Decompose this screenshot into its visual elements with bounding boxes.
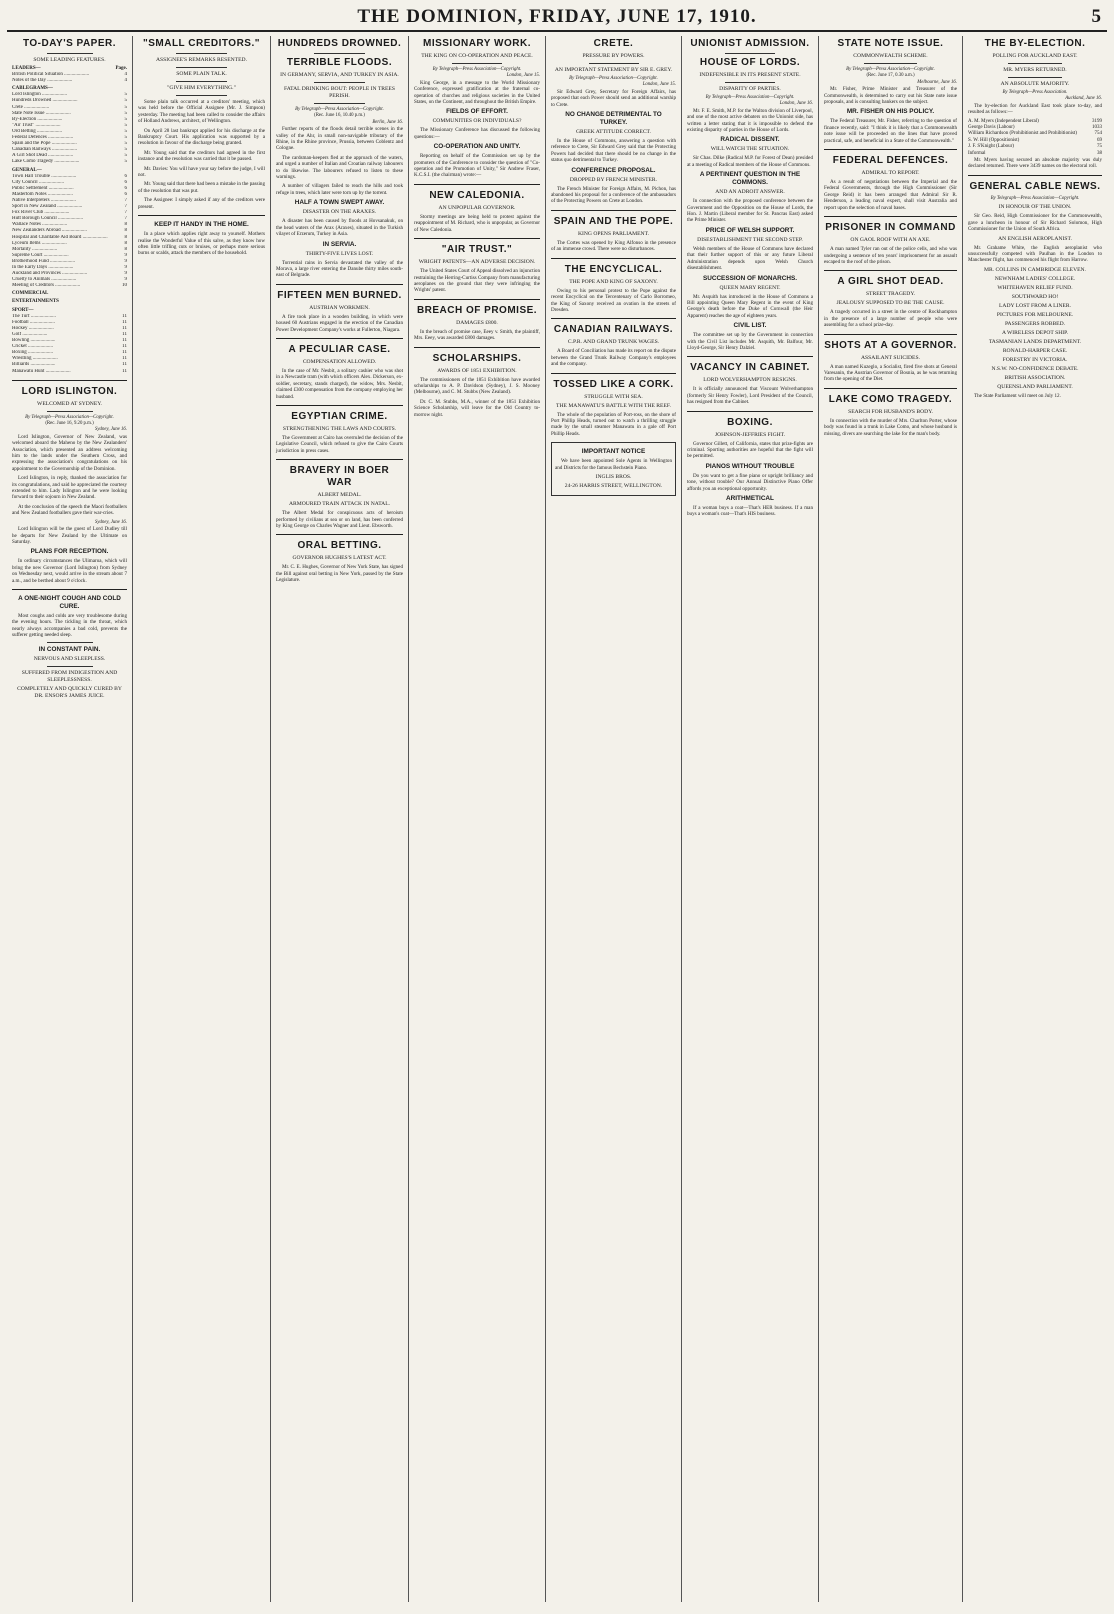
by-election-body-2: Mr. Myers having secured an absolute majority was duly declared returned. There were 3439 names on the electoral roll. — [968, 157, 1102, 170]
no-change-sub: NO CHANGE DETRIMENTAL TO TURKEY. — [565, 111, 662, 127]
railways-body: A Board of Conciliation has made its report on the dispute between the Grand Trunk Railway Company's employees and the company. — [551, 348, 676, 368]
oral-betting-heading: ORAL BETTING. — [297, 540, 382, 552]
dateline: (Rec. June 16, 10.40 p.m.) — [314, 113, 365, 119]
column-5 — [546, 36, 682, 1602]
small-creditors-heading: "SMALL CREDITORS." — [142, 38, 260, 49]
byline: By Telegraph—Press Association—Copyright. — [569, 76, 658, 81]
scholarships-body: The commissioners of the 1851 Exhibition have awarded scholarships to A. P. Davidson (Sydney), J. S. Mooney (Melbourne), and C. M. Stubbs (New Zealand). — [414, 376, 540, 396]
egyptian-body: The Government at Cairo has overruled the decision of the Legislative Council, which refused to give the Cairo Courts jurisdiction in press cases. — [276, 434, 403, 454]
contents-row: Mastertom Notes .................... 6 — [12, 191, 127, 197]
queensland-body: The State Parliament will meet on July 12. — [974, 392, 1061, 399]
servia-body: Torrential rains in Servia devastated the valley of the Morava, a large river entering the Danube thirty miles south-east of Belgrade. — [276, 259, 403, 279]
contents-row: Native Interpreters .................... 7 — [12, 197, 127, 203]
todays-paper-heading: TO-DAY'S PAPER. — [22, 38, 117, 49]
struggle-sub: STRUGGLE WITH SEA. — [584, 393, 643, 400]
encyclical-body: Owing to his personal protest to the Pope against the recent Encyclical on the Tercentenary of Carlo Borromeo, the King of Saxony received an ovation in the streets of Dresden. — [551, 287, 676, 313]
result-row: Informal 38 — [968, 150, 1102, 156]
column-6 — [682, 36, 819, 1602]
king-opens-sub: KING OPENS PARLIAMENT. — [577, 230, 649, 237]
result-row: J. F. S'Knight (Labour) 75 — [968, 144, 1102, 150]
islington-heading: LORD ISLINGTON. — [21, 385, 118, 397]
hundreds-drowned-heading: HUNDREDS DROWNED. — [277, 38, 402, 49]
masthead — [7, 4, 1107, 32]
column-7 — [819, 36, 963, 1602]
oral-betting-body: Mr. C. E. Hughes, Governor of New York State, has signed the Bill against oral betting in New York, passed by the State Legislature. — [276, 564, 403, 584]
notice-address: 24-26 HARRIS STREET, WELLINGTON. — [564, 482, 663, 489]
civil-list-sub: CIVIL LIST. — [733, 322, 767, 330]
contents-row: Lake Como Tragedy .................... 5 — [12, 159, 127, 165]
byline: By Telegraph—Press Association—Copyright. — [705, 95, 795, 100]
radical-dissent-sub: RADICAL DISSENT. — [720, 136, 780, 144]
contents-row: Hundreds Drowned .................... 5 — [12, 98, 127, 104]
union-body: Sir Geo. Reid, High Commissioner for the Commonwealth, gave a luncheon in honour of Sir Richard Solomon, High Commissioner for the Union of South Africa. — [968, 213, 1102, 233]
disparity-sub: DISPARITY OF PARTIES. — [719, 86, 781, 92]
grey-statement-sub: AN IMPORTANT STATEMENT BY SIR E. GREY. — [554, 67, 673, 73]
fields-body: The Missionary Conference has discussed the following questions:— — [414, 127, 540, 140]
lady-lost-sub: LADY LOST FROM A LINER. — [999, 302, 1071, 309]
byline: By Telegraph—Press Association—Copyright. — [295, 107, 384, 112]
place-line: London, June 16. — [779, 101, 813, 107]
arithmetical-sub: ARITHMETICAL — [726, 495, 774, 502]
nsw-debate-sub: N.S.W. NO-CONFIDENCE DEBATE. — [991, 365, 1079, 372]
queen-mary-sub: QUEEN MARY REGENT. — [719, 284, 781, 291]
contents-row: Bowling .................... 11 — [12, 338, 127, 344]
page-number: 5 — [1091, 6, 1101, 27]
contents-row: State Note Issue .................... 5 — [12, 110, 127, 116]
column-3 — [271, 36, 409, 1602]
creditors-paragraph: The Assignee: I simply asked if any of the creditors were present. — [138, 197, 265, 210]
araxes-body: A disaster has been caused by floods at Hovsanakuk, on the head waters of the Arax (Araxes), situated in the Turkish vilayet of Erzerum, Turkey in Asia. — [276, 218, 403, 238]
aeroplanist-body: Mr. Grahame White, the English aeroplanist who unsuccessfully competed with Paulhan in the London to Manchester flight, has commenced his flight from Harrow. — [968, 244, 1102, 264]
contents-group-label: SPORT— — [12, 307, 34, 313]
contents-row: Ord Betting .................... 5 — [12, 128, 127, 134]
canadian-railways-heading: CANADIAN RAILWAYS. — [553, 324, 674, 336]
crete-body-3: The French Minister for Foreign Affairs, M. Pichon, has abandoned his proposal for a conference of the ambassadors of the Protecting Powers on Crete at London. — [551, 185, 676, 205]
plain-talk-sub: SOME PLAIN TALK. — [176, 71, 227, 77]
islington-body-2: Lord Islington will be the guest of Lord Dudley till he departs for New Zealand by the Ultimate on Saturday. — [12, 526, 127, 545]
floods-paragraph: Further reports of the floods detail terrible scenes in the valley of the Ahr, in small non-navigable tributary of the Rhine, in the Rhine province, Prussia, between Coblentz and Cologne. — [276, 126, 403, 152]
creditors-body — [138, 99, 265, 210]
girl-shot-body: A tragedy occurred in a street in the centre of Rockhampton in the presence of a large number of people who were assembling for a school prize-day. — [824, 309, 957, 329]
place-line: Berlin, June 16. — [372, 119, 403, 125]
queensland-sub: QUEENSLAND PARLIAMENT. — [997, 383, 1073, 390]
contents-row: Fox River Club .................... 7 — [12, 210, 127, 216]
contents-group-label: GENERAL— — [12, 167, 42, 173]
scholarships-heading: SCHOLARSHIPS. — [432, 352, 522, 364]
peculiar-case-heading: A PECULIAR CASE. — [288, 343, 391, 355]
johnson-jeffries-sub: JOHNSON-JEFFRIES FIGHT. — [714, 431, 786, 438]
notice-body: We have been appointed Sole Agents in Wellington and Districts for the famous Bechstein Piano. — [555, 458, 672, 471]
contents-row: Manawatu Hunt .................... 11 — [12, 368, 127, 374]
unity-body: Reporting on behalf of the Commission set up by the promoters of the Conference to consider the question of "Co-operation and the Promotion of Unity," Sir Andrew Fraser, K.C.S.I. (the chairman) wrote:— — [414, 153, 540, 179]
place-line: Melbourne, June 16. — [917, 79, 957, 85]
give-him-sub: "GIVE HIM EVERYTHING." — [167, 85, 236, 91]
armoured-train-sub: ARMOURED TRAIN ATTACK IN NATAL. — [288, 501, 391, 508]
jealousy-sub: JEALOUSY SUPPOSED TO BE THE CAUSE. — [836, 300, 945, 307]
king-cooperation-sub: THE KING ON CO-OPERATION AND PEACE. — [421, 53, 533, 59]
girl-shot-heading: A GIRL SHOT DEAD. — [837, 276, 944, 288]
polling-sub: POLLING FOR AUCKLAND EAST. — [992, 53, 1078, 59]
contents-row: A Girl Shot Dead .................... 5 — [12, 153, 127, 159]
honour-union-sub: IN HONOUR OF THE UNION. — [998, 204, 1072, 211]
contents-row: Crete .................... 5 — [12, 104, 127, 110]
contents-row: By-Election .................... 5 — [12, 116, 127, 122]
unpopular-governor-sub: AN UNPOPULAR GOVERNOR. — [438, 204, 516, 211]
column-2 — [133, 36, 271, 1602]
bravery-heading: BRAVERY IN BOER WAR — [289, 465, 390, 489]
communities-sub: COMMUNITIES OR INDIVIDUALS? — [432, 118, 522, 125]
by-election-body: The by-election for Auckland East took place to-day, and resulted as follows:— — [968, 102, 1102, 116]
spain-pope-heading: SPAIN AND THE POPE. — [553, 215, 674, 227]
election-results — [968, 119, 1102, 157]
contents-group-label: COMMERCIAL — [12, 291, 49, 297]
contents-row: Notes of the Day .................... 4 — [12, 78, 127, 84]
new-caledonia-body: Stormy meetings are being held to protest against the reappointment of M. Richard, who is unpopular, as Governor of New Caledonia. — [414, 213, 540, 233]
dateline: (Rec. June 17, 0.30 a.m.) — [866, 73, 915, 79]
radical-body: Sir Chas. Dilke (Radical M.P. for Forest of Dean) presided at a meeting of Radical members of the House of Commons. — [687, 155, 813, 168]
contents-row: Hutt Borough Council .................... 7 — [12, 216, 127, 222]
lake-como-body: In connection with the murder of Mrs. Charlton Porter, whose body was found in a trunk in Lake Como, and whose husband is missing, divers are searching the lake for the man's body. — [824, 417, 957, 437]
egyptian-crime-heading: EGYPTIAN CRIME. — [291, 410, 388, 422]
cork-body: The whole of the population of Port-ross, on the shore of Port Phillip Heads, turned out to watch a thrilling struggle made by the small steamer Manawatu in a gale off Port Phillip Heads. — [551, 411, 676, 437]
place-line: Sydney, June 16. — [95, 427, 127, 433]
contents-row: In the Early Days .................... 9 — [12, 265, 127, 270]
breach-heading: BREACH OF PROMISE. — [416, 304, 538, 316]
contents-row: Lord Islington .................... 5 — [12, 92, 127, 98]
ad-body-3: COMPLETELY AND QUICKLY CURED BY DR. ENSOR'S JAMES JUICE. — [17, 685, 122, 699]
lives-lost-sub: THIRTY-FIVE LIVES LOST. — [305, 250, 374, 257]
prisoner-body: A man named Tyler ran out of the police cells, and who was undergoing a sentence of ten years' imprisonment for an assault escaped to the roof of the prison. — [824, 246, 957, 265]
tossed-cork-heading: TOSSED LIKE A CORK. — [553, 378, 674, 390]
column-1 — [7, 36, 133, 1602]
commonwealth-sub: COMMONWEALTH SCHEME. — [853, 53, 928, 59]
fifteen-men-body: A fire took place in a wooden building, in which were housed 60 Austrians engaged in the erection of the Canadian Power Development Company's works at Fullerton, Niagara. — [276, 313, 403, 333]
albert-medal-sub: ALBERT MEDAL. — [317, 492, 362, 499]
floods-paragraph: A number of villagers failed to reach the hills and took refuge in trees, which later were torn up by the torrent. — [276, 183, 403, 196]
creditors-paragraph: Mr. Young said that there had been a mistake in the passing of the resolution that was put. — [138, 181, 265, 194]
contents-group-label: CABLEGRAMS— — [12, 86, 53, 92]
drinking-bout-sub: FATAL DRINKING BOUT: PEOPLE IN TREES PERISH. — [284, 86, 395, 99]
notice-heading: IMPORTANT NOTICE — [581, 448, 646, 456]
contents-row: Billiards .................... 11 — [12, 362, 127, 368]
floods-paragraph: The cardsman-keepers fled at the approach of the waters, and urged a number of Italian and Croatian railway labourers to do likewise. The labourers refused to listen to these warnings. — [276, 154, 403, 181]
result-row: A. M. Myers (Independent Liberal) 3199 — [968, 118, 1102, 124]
contents-row: Canadian Railways .................... 5 — [12, 147, 127, 153]
byline: By Telegraph—Press Association—Copyright. — [25, 414, 114, 420]
contents-row: New Zealanders Abroad .................... 8 — [12, 228, 127, 234]
contents-row: Meeting of Creditors .................... 10 — [12, 283, 127, 289]
pressure-sub: PRESSURE BY POWERS. — [582, 53, 645, 59]
passengers-sub: PASSENGERS ROBBED. — [1004, 320, 1066, 327]
state-note-heading: STATE NOTE ISSUE. — [837, 38, 944, 49]
columns — [7, 36, 1107, 1602]
column-8 — [963, 36, 1107, 1602]
vacancy-body: It is officially announced that Viscount Wolverhampton (formerly Sir Henry Fowler), Lord President of the Council, has resigned from the Cabinet. — [687, 386, 813, 406]
contents-row: Boxing .................... 11 — [12, 350, 127, 356]
contents-row: "Air Trust" .................... 5 — [12, 122, 127, 128]
disestablishment-sub: DISESTABLISHMENT THE SECOND STEP. — [697, 236, 803, 243]
manawatu-sub: THE MANAWATU'S BATTLE WITH THE REEF. — [556, 402, 671, 409]
fisher-policy-sub: MR. FISHER ON HIS POLICY. — [846, 108, 935, 116]
hughes-sub: GOVERNOR HUGHES'S LATEST ACT. — [292, 555, 387, 562]
assignee-sub: ASSIGNEE'S REMARKS RESENTED. — [156, 57, 247, 63]
keep-handy-heading: KEEP IT HANDY IN THE HOME. — [154, 221, 249, 229]
creditors-paragraph: Mr. Davies: You will have your say before the judge, I will not. — [138, 165, 265, 179]
new-caledonia-heading: NEW CALEDONIA. — [429, 189, 525, 201]
contents-row: Wrestling .................... 11 — [12, 356, 127, 362]
contents-row: Brotherhood Fund .................... 9 — [12, 258, 127, 264]
succession-sub: SUCCESSION OF MONARCHS. — [702, 274, 798, 282]
pertinent-body: In connection with the proposed conference between the Government and the Opposition on the House of Lords, the Hon. J. Martin (Liberal member for St. Pancras East) asked the Prime Minister. — [687, 198, 813, 224]
breach-body: In the breach of promise case, Eeey v. Smith, the plaintiff, Mrs. Eeey, was awarded £800 damages. — [414, 328, 540, 342]
wireless-sub: A WIRELESS DEPOT SHIP. — [1002, 329, 1068, 336]
notice-signature: INGLIS BROS. — [595, 473, 632, 480]
boxing-heading: BOXING. — [727, 416, 773, 428]
aeroplanist-sub: AN ENGLISH AEROPLANIST. — [998, 235, 1072, 242]
awards-sub: AWARDS OF 1851 EXHIBITION. — [437, 367, 517, 374]
wages-sub: C.P.R. AND GRAND TRUNK WAGES. — [567, 339, 660, 346]
saxony-sub: THE POPE AND KING OF SAXONY. — [569, 278, 658, 285]
dropped-sub: DROPPED BY FRENCH MINISTER. — [569, 176, 658, 183]
creditors-paragraph: Mr. Young said that the creditors had agreed in the first instance and the resolution was carried that it be passed. — [138, 149, 265, 163]
damages-sub: DAMAGES £800. — [456, 319, 498, 326]
admiral-sub: ADMIRAL TO REPORT. — [861, 170, 920, 177]
contents-row: Lyceum Items .................... 8 — [12, 240, 127, 246]
dateline: (Rec. June 16, 9.20 p.m.) — [45, 421, 94, 426]
contents-list — [12, 66, 127, 375]
air-trust-body: The United States Court of Appeal dissolved an injunction restraining the Herring-Curtiss Company from manufacturing aeroplanes on the ground that they were infringing the Wrights' patent. — [414, 268, 540, 294]
contents-row: Sport in New Zealand .................... 7 — [12, 204, 127, 210]
result-row: S. W. Hill (Oppositionist) 69 — [968, 137, 1102, 143]
byline: By Telegraph—Press Association—Copyright. — [990, 195, 1080, 201]
peculiar-case-body: In the case of Mr. Nesbit, a solitary cashier who was shot in a Newcastle tram (with which officers Alex. Dickerson, ex-soldier, secretary, stands charged), the widow, Mrs. Nesbit, claimed £300 compensation from the company employing her husband. — [276, 367, 403, 400]
by-election-heading: THE BY-ELECTION. — [984, 38, 1086, 49]
byline: By Telegraph—Press Association—Copyright. — [432, 67, 522, 72]
unity-sub: CO-OPERATION AND UNITY. — [433, 143, 521, 151]
islington-paragraph: Lord Islington, in reply, thanked the association for its congratulations, and said he appreciated the courtesy extended to him. Lady Islington and he were looking forward to their sojourn in New Zealand. — [12, 475, 127, 501]
welsh-sub: PRICE OF WELSH SUPPORT. — [705, 226, 795, 234]
laws-sub: STRENGTHENING THE LAWS AND COURTS. — [282, 425, 397, 432]
shots-body: A man named Kuzeglo, a Socialist, fired five shots at General Varesanin, the Austrian Governor of Bosnia, as he was returning from the opening of the Diet. — [824, 363, 957, 383]
ad-body: Most coughs and colds are very troublesome during the evening hours. The tickling in the throat, which nearly always accompanies a bad cold, prevents the sufferer getting needed sleep. — [12, 612, 127, 639]
contents-row: Mortality .................... 8 — [12, 246, 127, 252]
adroit-sub: AND AN ADROIT ANSWER. — [715, 189, 785, 196]
contents-row: Cricket .................... 11 — [12, 344, 127, 350]
ronald-harper-sub: RONALD-HARPER CASE. — [1002, 347, 1068, 354]
watch-sub: WILL WATCH THE SITUATION. — [710, 146, 790, 153]
unionist-heading: UNIONIST ADMISSION. — [690, 38, 810, 49]
contents-row: Football .................... 11 — [12, 319, 127, 325]
bravery-body: The Albert Medal for conspicuous acts of heroism performed by civilians at sea or on land, has been conferred by King George on Charles Wagner and Lieut. Ebsworth. — [276, 510, 403, 529]
defences-body: As a result of negotiations between the Imperial and the Federal Governments, through the High Commissioner (Sir George Reid) it has been arranged that Admiral Sir R. Henderson, a leading naval expert, shall visit Australia and report upon the selection of naval bases. — [824, 179, 957, 211]
encyclical-heading: THE ENCYCLICAL. — [564, 263, 663, 275]
civil-list-body: The committee set up by the Government in connection with the Civil List includes Mr. Asquith, Mr. Balfour, Mr. Lloyd-George, Sir Henry Dalziel. — [687, 332, 813, 351]
contents-group-label: ENTERTAINMENTS — [12, 299, 59, 305]
collins-sub: MR. COLLINS IN CAMBRIDGE ELEVEN. — [984, 266, 1086, 273]
british-assoc-sub: BRITISH ASSOCIATION. — [1004, 374, 1066, 381]
gaol-roof-sub: ON GAOL ROOF WITH AN AXE. — [850, 237, 931, 244]
prisoner-heading: PRISONER IN COMMAND — [825, 222, 956, 234]
majority-sub: AN ABSOLUTE MAJORITY. — [1000, 81, 1070, 87]
islington-sub: WELCOMED AT SYDNEY. — [37, 400, 102, 407]
contents-row: Golf .................... 11 — [12, 331, 127, 337]
creditors-paragraph: On April 28 last bankrupt applied for his discharge at the Bankruptcy Court. His application was supported by a resolution in favour of the discharge being granted. — [138, 127, 265, 147]
contents-row: The Turf .................... 11 — [12, 313, 127, 319]
myers-sub: MR. MYERS RETURNED. — [1003, 67, 1067, 73]
crete-body: Sir Edward Grey, Secretary for Foreign Affairs, has proposed that each Power should send an additional warship to Crete. — [551, 88, 676, 108]
place-line: London, June 15. — [642, 82, 676, 88]
contents-row: British Political Situation .................... 4 — [12, 72, 127, 78]
boxing-body: Governor Gillett, of California, states that prize-fights are criminal. Sporting authorities are hopeful that the fight will be permitted. — [687, 440, 813, 460]
contents-row: Cruelty to Animals .................... 9 — [12, 277, 127, 283]
lake-como-heading: LAKE COMO TRAGEDY. — [828, 393, 953, 405]
column-4 — [409, 36, 546, 1602]
pianos-body: Do you want to get a fine piano or upright brilliancy and tone, without trouble? Our Annual Distinctive Piano Offer affords you an exceptional opportunity. — [687, 472, 813, 492]
crete-body-2: In the House of Commons, answering a question with reference to Crete, Sir Edward Grey said that the Protecting Powers had decided that there should be no change in the status quo detrimental to Turkey. — [551, 138, 676, 164]
newspaper-page — [7, 4, 1107, 1604]
islington-body — [12, 434, 127, 517]
floods-body — [276, 126, 403, 196]
shots-governor-heading: SHOTS AT A GOVERNOR. — [824, 339, 957, 351]
plans-heading: PLANS FOR RECEPTION. — [30, 548, 109, 556]
austrian-sub: AUSTRIAN WORKMEN. — [309, 304, 370, 311]
succession-body: Mr. Asquith has introduced in the House of Commons a Bill appointing Queen Mary Regent in the event of King George's death before the Duke of Cornwall (the Heir Apparent) reaches the age of eighteen years. — [687, 293, 813, 319]
ad-heading-2: IN CONSTANT PAIN. — [38, 645, 101, 653]
important-notice-ad — [551, 442, 676, 496]
indefensible-sub: INDEFENSIBLE IN ITS PRESENT STATE. — [699, 72, 801, 78]
greek-attitude-sub: GREEK ATTITUDE CORRECT. — [576, 129, 651, 136]
vacancy-heading: VACANCY IN CABINET. — [690, 362, 810, 374]
ad-sub-3: SUFFERED FROM INDIGESTION AND SLEEPLESSNESS. — [21, 669, 118, 683]
islington-paragraph: At the conclusion of the speech the Maori footballers and New Zealand footballers gave their war-cries. — [12, 503, 127, 517]
ad-sub-2: NERVOUS AND SLEEPLESS. — [33, 655, 106, 662]
missionary-body: King George, in a message to the World Missionary Conference, expressed gratification at the fraternal co-operation of churches and religious societies in the United States, on the Continent, and throughout the British Empire. — [414, 79, 540, 106]
place-line: Auckland, June 16. — [1065, 96, 1102, 102]
servia-sub: IN SERVIA. — [322, 240, 357, 248]
tasmanian-sub: TASMANIAN LANDS DEPARTMENT. — [988, 338, 1082, 345]
fisher-body: The Federal Treasurer, Mr. Fisher, referring to the question of finance recently, said: "I think it is likely that a Commonwealth note issue will be proceeded on the lines that have proved practical, safe, and beneficial in a State of the Commonwealth." — [824, 118, 957, 144]
plans-body: In ordinary circumstances the Ulimaroa, which will bring the new Governor (Lord Islington) from Sydney on Wednesday next, would arrive in the stream about 7 a.m., and be berthed about 9 o'clock. — [12, 558, 127, 584]
islington-paragraph: Lord Islington, Governor of New Zealand, was welcomed aboard the Maheno by the New Zealanders' Association, which presented an address welcoming him to the lands under the Southern Cross, and expressing the association's congratulations on his appointment to the Governorship of the Dominion. — [12, 433, 127, 472]
state-note-body: Mr. Fisher, Prime Minister and Treasurer of the Commonwealth, is determined to carry out his State note issue proposals, and is consulting bankers on the subject. — [824, 86, 957, 106]
creditors-paragraph: Some plain talk occurred at a creditors' meeting, which was held before the Official Assignee (Mr. J. Simpson) yesterday. The meeting had been called to consider the affairs of Holland Andrews, architect, of Wellington. — [138, 99, 265, 125]
wright-sub: WRIGHT PATENTS—AN ADVERSE DECISION. — [418, 259, 536, 266]
masthead-title: THE DOMINION, FRIDAY, JUNE 17, 1910. — [357, 6, 757, 27]
southward-sub: SOUTHWARD HO! — [1011, 293, 1059, 300]
half-town-sub: HALF A TOWN SWEPT AWAY. — [294, 199, 385, 207]
contents-row: Public Settlement .................... 6 — [12, 185, 127, 191]
crete-heading: CRETE. — [593, 38, 634, 49]
pertinent-sub: A PERTINENT QUESTION IN THE COMMONS. — [699, 171, 801, 187]
fields-sub: FIELDS OF EFFORT. — [446, 108, 508, 116]
arithmetical-body: If a woman buys a coat—That's HER business. If a man buys a woman's coat—That's HIS business. — [687, 505, 813, 518]
pianos-sub: PIANOS WITHOUT TROUBLE — [705, 462, 795, 470]
keep-handy-body: In a place which applies right away to yourself. Mothers realise the Wonderful Value of this salve, as they know how often little trifling cuts or bruises, or perhaps more serious burns or scalds, attack the members of the household. — [138, 231, 265, 257]
contents-row: Federal Defences .................... 5 — [12, 135, 127, 141]
fifteen-men-heading: FIFTEEN MEN BURNED. — [277, 289, 402, 301]
result-row: William Richardson (Prohibitionist and Prohibitionist) 754 — [968, 131, 1102, 137]
federal-defences-heading: FEDERAL DEFENCES. — [832, 155, 949, 167]
contents-row: Supreme Court .................... 9 — [12, 252, 127, 258]
place-line: Sydney, June 16. — [95, 519, 127, 525]
cable-news-heading: GENERAL CABLE NEWS. — [969, 180, 1101, 192]
contents-row: City Council .................... 6 — [12, 179, 127, 185]
scholarships-body-2: Dr. C. M. Stubbs, M.A., winner of the 1851 Exhibition Science Scholarship, will leave for the Old Country to-morrow night. — [414, 398, 540, 418]
assailant-sub: ASSAILANT SUICIDES. — [861, 354, 920, 361]
contents-group-label: LEADERS— Page. — [12, 66, 127, 71]
missionary-heading: MISSIONARY WORK. — [422, 38, 531, 49]
search-husband-sub: SEARCH FOR HUSBAND'S BODY. — [848, 408, 933, 415]
street-tragedy-sub: STREET TRAGEDY. — [865, 291, 916, 298]
lords-body: Mr. F. E. Smith, M.P. for the Walton division of Liverpool, and one of the most active debaters on the Unionist side, has written a letter stating that it is impossible to defend the existing disparity of parties in the House of Lords. — [687, 107, 813, 134]
compensation-sub: COMPENSATION ALLOWED. — [302, 358, 377, 365]
araxes-sub: DISASTER ON THE ARAXES. — [302, 209, 377, 216]
newnham-sub: NEWNHAM LADIES' COLLEGE. — [994, 275, 1076, 282]
place-line: London, June 15. — [506, 73, 540, 79]
leading-features-sub: SOME LEADING FEATURES. — [33, 57, 106, 63]
conference-sub: CONFERENCE PROPOSAL. — [571, 166, 656, 174]
contents-row: Hospital and Charitable Aid Board .................... 8 — [12, 234, 127, 240]
contents-row: Spain and the Pope .................... 5 — [12, 141, 127, 147]
air-trust-heading: "AIR TRUST." — [441, 244, 513, 256]
forestry-sub: FORESTRY IN VICTORIA. — [1002, 356, 1068, 363]
spain-body: The Cortes was opened by King Alfonso in the presence of an immense crowd. There were no disturbances. — [551, 239, 676, 253]
result-row: George Davis (Labour) 1033 — [968, 125, 1102, 131]
ad-heading: A ONE-NIGHT COUGH AND COLD CURE. — [18, 594, 121, 610]
page-column-label: Page. — [115, 66, 127, 71]
byline: By Telegraph—Press Association—Copyright. — [846, 67, 935, 72]
house-of-lords-heading: HOUSE OF LORDS. — [699, 57, 801, 68]
wolverhampton-sub: LORD WOLVERHAMPTON RESIGNS. — [703, 377, 797, 384]
floods-sub: IN GERMANY, SERVIA, AND TURKEY IN ASIA. — [280, 72, 399, 78]
byline: By Telegraph—Press Association. — [1002, 90, 1068, 95]
contents-row: Wallace Notes .................... 8 — [12, 222, 127, 228]
whitehaven-sub: WHITEHAVEN RELIEF FUND. — [997, 284, 1073, 291]
contents-row: Town Hall Trouble .................... 6 — [12, 173, 127, 179]
terrible-floods-heading: TERRIBLE FLOODS. — [286, 57, 393, 68]
pictures-sub: PICTURES FOR MELBOURNE. — [996, 311, 1074, 318]
contents-row: Auckland and Provinces .................... 9 — [12, 271, 127, 277]
welsh-body: Welsh members of the House of Commons have declared that their further support of this or any future Liberal Administration depends upon Welsh Church disestablishment. — [687, 245, 813, 272]
contents-row: Hockey .................... 11 — [12, 325, 127, 331]
